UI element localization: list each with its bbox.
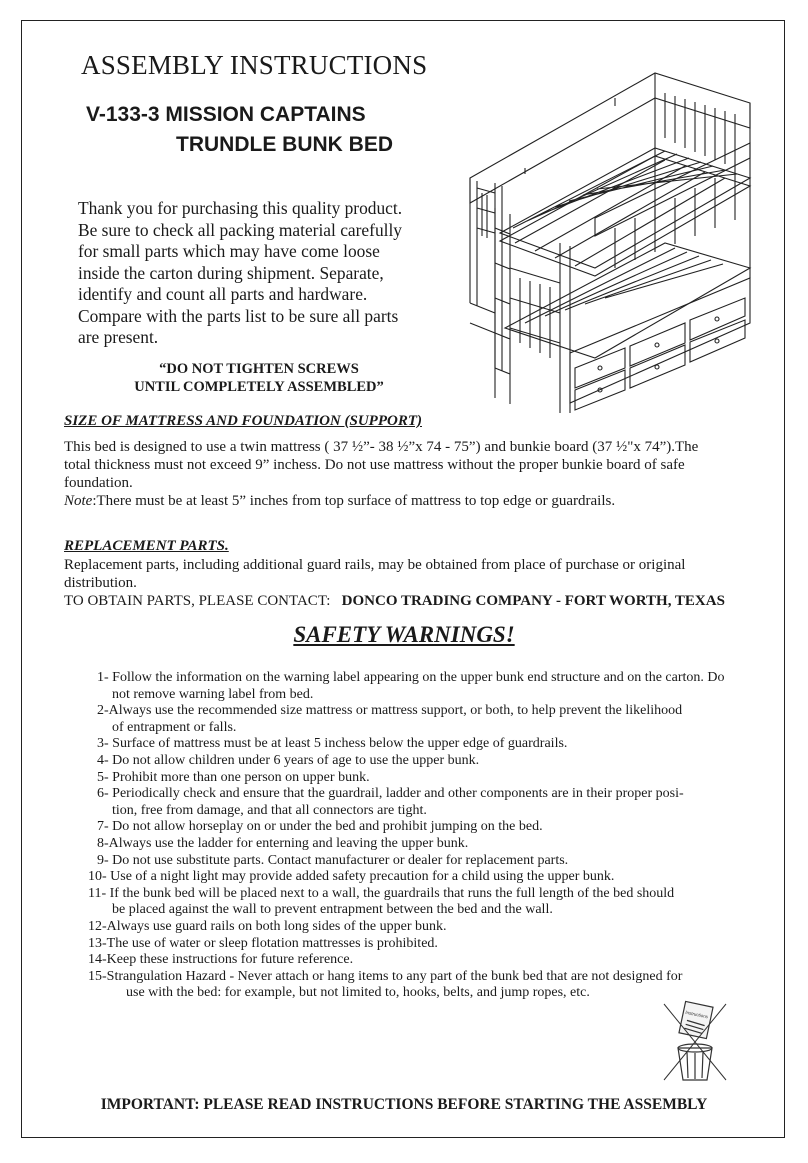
intro-line: Be sure to check all packing material carefully: [78, 219, 402, 240]
intro-line: are present.: [78, 327, 159, 347]
warning-item: 1- Follow the information on the warning label appearing on the upper bunk end structure and on the carton. Do: [97, 670, 725, 685]
mattress-note: [64, 492, 698, 510]
bunk-bed-illustration: [465, 68, 755, 413]
intro-line: identify and count all parts and hardware.: [78, 284, 368, 304]
intro-paragraph: [78, 198, 453, 349]
important-footer: IMPORTANT: PLEASE READ INSTRUCTIONS BEFORE STARTING THE ASSEMBLY: [100, 1096, 708, 1113]
notice-line: “DO NOT TIGHTEN SCREWS: [159, 361, 359, 377]
warning-item: 10- Use of a night light may provide added safety precaution for a child using the upper bunk.: [88, 869, 615, 885]
warning-item-continued: use with the bed: for example, but not limited to, hooks, belts, and jump ropes, etc.: [126, 985, 590, 1001]
note-label: Note: [64, 493, 93, 509]
document-title: ASSEMBLY INSTRUCTIONS: [81, 50, 428, 80]
mattress-line: This bed is designed to use a twin mattress ( 37 ½”- 38 ½”x 74 - 75”) and bunkie board (37 ½"x 74”).The: [64, 439, 699, 455]
warning-item: 13-The use of water or sleep flotation mattresses is prohibited.: [88, 935, 438, 951]
intro-line: Thank you for purchasing this quality product.: [78, 198, 403, 218]
warning-item: 4- Do not allow children under 6 years of age to use the upper bunk.: [97, 752, 480, 768]
intro-line: inside the carton during shipment. Separate,: [78, 262, 384, 283]
warning-item: 5- Prohibit more than one person on upper bunk.: [97, 769, 370, 785]
warning-item: 11- If the bunk bed will be placed next to a wall, the guardrails that runs the full length of the bed should: [88, 885, 675, 901]
model-name-line2: TRUNDLE BUNK BED: [176, 133, 393, 156]
warning-item: 6- Periodically check and ensure that the guardrail, ladder and other components are in their proper posi-: [97, 786, 684, 802]
replacement-line: Replacement parts, including additional guard rails, may be obtained from place of purchase or original: [64, 557, 686, 573]
do-not-discard-instructions-icon: [660, 1000, 730, 1085]
warning-item: 15-Strangulation Hazard - Never attach or hang items to any part of the bunk bed that are not designed for: [88, 968, 683, 984]
mattress-line: total thickness must not exceed 9” inchess. Do not use mattress without the proper bunkie board of safe: [64, 457, 685, 473]
warning-item: 9- Do not use substitute parts. Contact manufacturer or dealer for replacement parts.: [97, 852, 569, 868]
contact-name: DONCO TRADING COMPANY - FORT WORTH, TEXAS: [341, 593, 725, 609]
replacement-section-body: [64, 556, 725, 610]
safety-warnings-list: [86, 670, 786, 1002]
warning-item-continued: be placed against the wall to prevent entrapment between the bed and the wall.: [112, 902, 553, 918]
warning-item: 7- Do not allow horseplay on or under the bed and prohibit jumping on the bed.: [97, 819, 543, 835]
notice-line: UNTIL COMPLETELY ASSEMBLED”: [134, 379, 384, 395]
safety-warnings-heading: SAFETY WARNINGS!: [293, 622, 515, 647]
replacement-line: distribution.: [64, 575, 137, 591]
contact-label: TO OBTAIN PARTS, PLEASE CONTACT:: [64, 593, 331, 609]
mattress-section-heading: SIZE OF MATTRESS AND FOUNDATION (SUPPORT): [64, 413, 422, 429]
disposal-paper-text: Instructions: [684, 1009, 709, 1020]
warning-item: 3- Surface of mattress must be at least 5 inchess below the upper edge of guardrails.: [97, 736, 568, 752]
mattress-line: foundation.: [64, 475, 133, 491]
screw-notice: [64, 360, 454, 396]
warning-item: 2-Always use the recommended size mattress or mattress support, or both, to help prevent the likelihood: [97, 703, 683, 719]
mattress-section-body: [64, 438, 698, 510]
intro-line: for small parts which may have come loose: [78, 241, 380, 261]
warning-item: 14-Keep these instructions for future reference.: [88, 952, 354, 968]
contact-line: [64, 592, 725, 610]
intro-line: Compare with the parts list to be sure all parts: [78, 305, 399, 326]
warning-item-continued: of entrapment or falls.: [112, 719, 237, 735]
note-text: :There must be at least 5” inches from top surface of mattress to top edge or guardrails.: [92, 493, 616, 509]
warning-item-continued: tion, free from damage, and that all connectors are tight.: [112, 802, 427, 818]
model-name-line1: V-133-3 MISSION CAPTAINS: [86, 103, 366, 126]
warning-item: 12-Always use guard rails on both long sides of the upper bunk.: [88, 918, 447, 934]
warning-item-continued: not remove warning label from bed.: [112, 686, 314, 702]
replacement-section-heading: REPLACEMENT PARTS.: [64, 538, 229, 554]
warning-item: 8-Always use the ladder for enterning and leaving the upper bunk.: [97, 835, 469, 851]
